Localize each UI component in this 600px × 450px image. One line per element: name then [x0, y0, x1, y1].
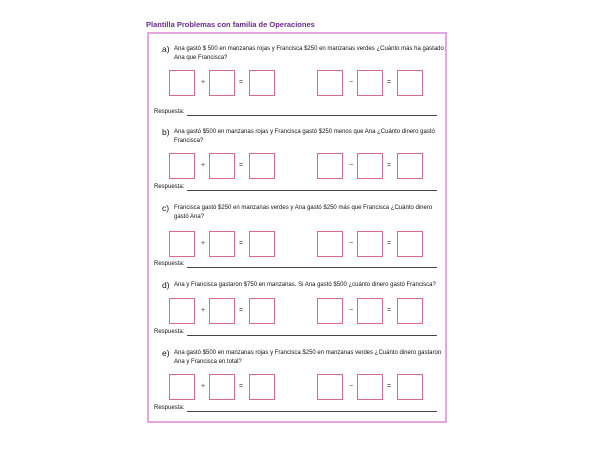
answer-box[interactable]: [357, 231, 383, 257]
answer-box[interactable]: [249, 70, 275, 96]
answer-box[interactable]: [317, 70, 343, 96]
minus-sign: −: [349, 79, 354, 86]
problem-text: Francisca gastó $250 en manzanas verdes y Ana gastó $250 más que Francisca ¿Cuánto dinero gastó Ana?: [174, 205, 433, 220]
problem-letter: b): [162, 127, 170, 137]
answer-box[interactable]: [317, 153, 343, 179]
problem-letter: a): [162, 44, 170, 54]
answer-box[interactable]: [209, 298, 235, 324]
answer-box[interactable]: [209, 70, 235, 96]
equals-sign: =: [387, 307, 392, 314]
equals-sign: =: [239, 162, 244, 169]
answer-box[interactable]: [169, 231, 195, 257]
plus-sign: +: [201, 79, 206, 86]
answer-box[interactable]: [397, 70, 423, 96]
equals-sign: =: [387, 162, 392, 169]
answer-box[interactable]: [357, 374, 383, 400]
answer-box[interactable]: [169, 298, 195, 324]
answer-box[interactable]: [317, 298, 343, 324]
minus-sign: −: [349, 162, 354, 169]
answer-box[interactable]: [249, 231, 275, 257]
answer-box[interactable]: [209, 231, 235, 257]
answer-box[interactable]: [357, 298, 383, 324]
answer-line[interactable]: [187, 190, 437, 191]
answer-line[interactable]: [187, 411, 437, 412]
respuesta-label: Respuesta:: [154, 184, 185, 190]
answer-box[interactable]: [249, 374, 275, 400]
equals-sign: =: [239, 240, 244, 247]
answer-box[interactable]: [169, 374, 195, 400]
equals-sign: =: [387, 240, 392, 247]
answer-box[interactable]: [169, 70, 195, 96]
page-title: Plantilla Problemas con familia de Operaciones: [146, 20, 315, 29]
plus-sign: +: [201, 383, 206, 390]
plus-sign: +: [201, 162, 206, 169]
answer-box[interactable]: [357, 153, 383, 179]
problem-text: Ana gastó $500 en manzanas rojas y Francisca gastó $250 menos que Ana ¿Cuánto dinero gastó Francisca?: [174, 129, 435, 144]
respuesta-label: Respuesta:: [154, 261, 185, 267]
answer-box[interactable]: [397, 374, 423, 400]
plus-sign: +: [201, 307, 206, 314]
equals-sign: =: [239, 79, 244, 86]
minus-sign: −: [349, 307, 354, 314]
answer-box[interactable]: [209, 153, 235, 179]
answer-box[interactable]: [397, 153, 423, 179]
answer-line[interactable]: [187, 335, 437, 336]
problem-text: Ana gastó $500 en manzanas rojas y Francisca $250 en manzanas verdes ¿Cuánto dinero gastaron Ana y Francisca en total?: [174, 350, 442, 365]
problem-letter: e): [162, 348, 170, 358]
answer-box[interactable]: [397, 298, 423, 324]
answer-box[interactable]: [317, 374, 343, 400]
minus-sign: −: [349, 240, 354, 247]
answer-box[interactable]: [169, 153, 195, 179]
answer-line[interactable]: [187, 115, 437, 116]
respuesta-label: Respuesta:: [154, 405, 185, 411]
minus-sign: −: [349, 383, 354, 390]
worksheet-frame: [147, 32, 447, 423]
equals-sign: =: [239, 307, 244, 314]
plus-sign: +: [201, 240, 206, 247]
answer-box[interactable]: [249, 298, 275, 324]
problem-text: Ana gastó $ 500 en manzanas rojas y Francisca $250 en manzanas verdes ¿Cuánto más ha gastado Ana que Francisca?: [174, 46, 444, 61]
answer-box[interactable]: [357, 70, 383, 96]
answer-box[interactable]: [249, 153, 275, 179]
equals-sign: =: [387, 79, 392, 86]
equals-sign: =: [239, 383, 244, 390]
answer-box[interactable]: [209, 374, 235, 400]
problem-letter: d): [162, 280, 170, 290]
problem-letter: c): [162, 203, 170, 213]
answer-box[interactable]: [317, 231, 343, 257]
answer-box[interactable]: [397, 231, 423, 257]
answer-line[interactable]: [187, 267, 437, 268]
respuesta-label: Respuesta:: [154, 109, 185, 115]
equals-sign: =: [387, 383, 392, 390]
respuesta-label: Respuesta:: [154, 329, 185, 335]
problem-text: Ana y Francisca gastaron $750 en manzanas. Si Ana gastó $500 ¿cuánto dinero gastó Francisca?: [174, 282, 436, 288]
